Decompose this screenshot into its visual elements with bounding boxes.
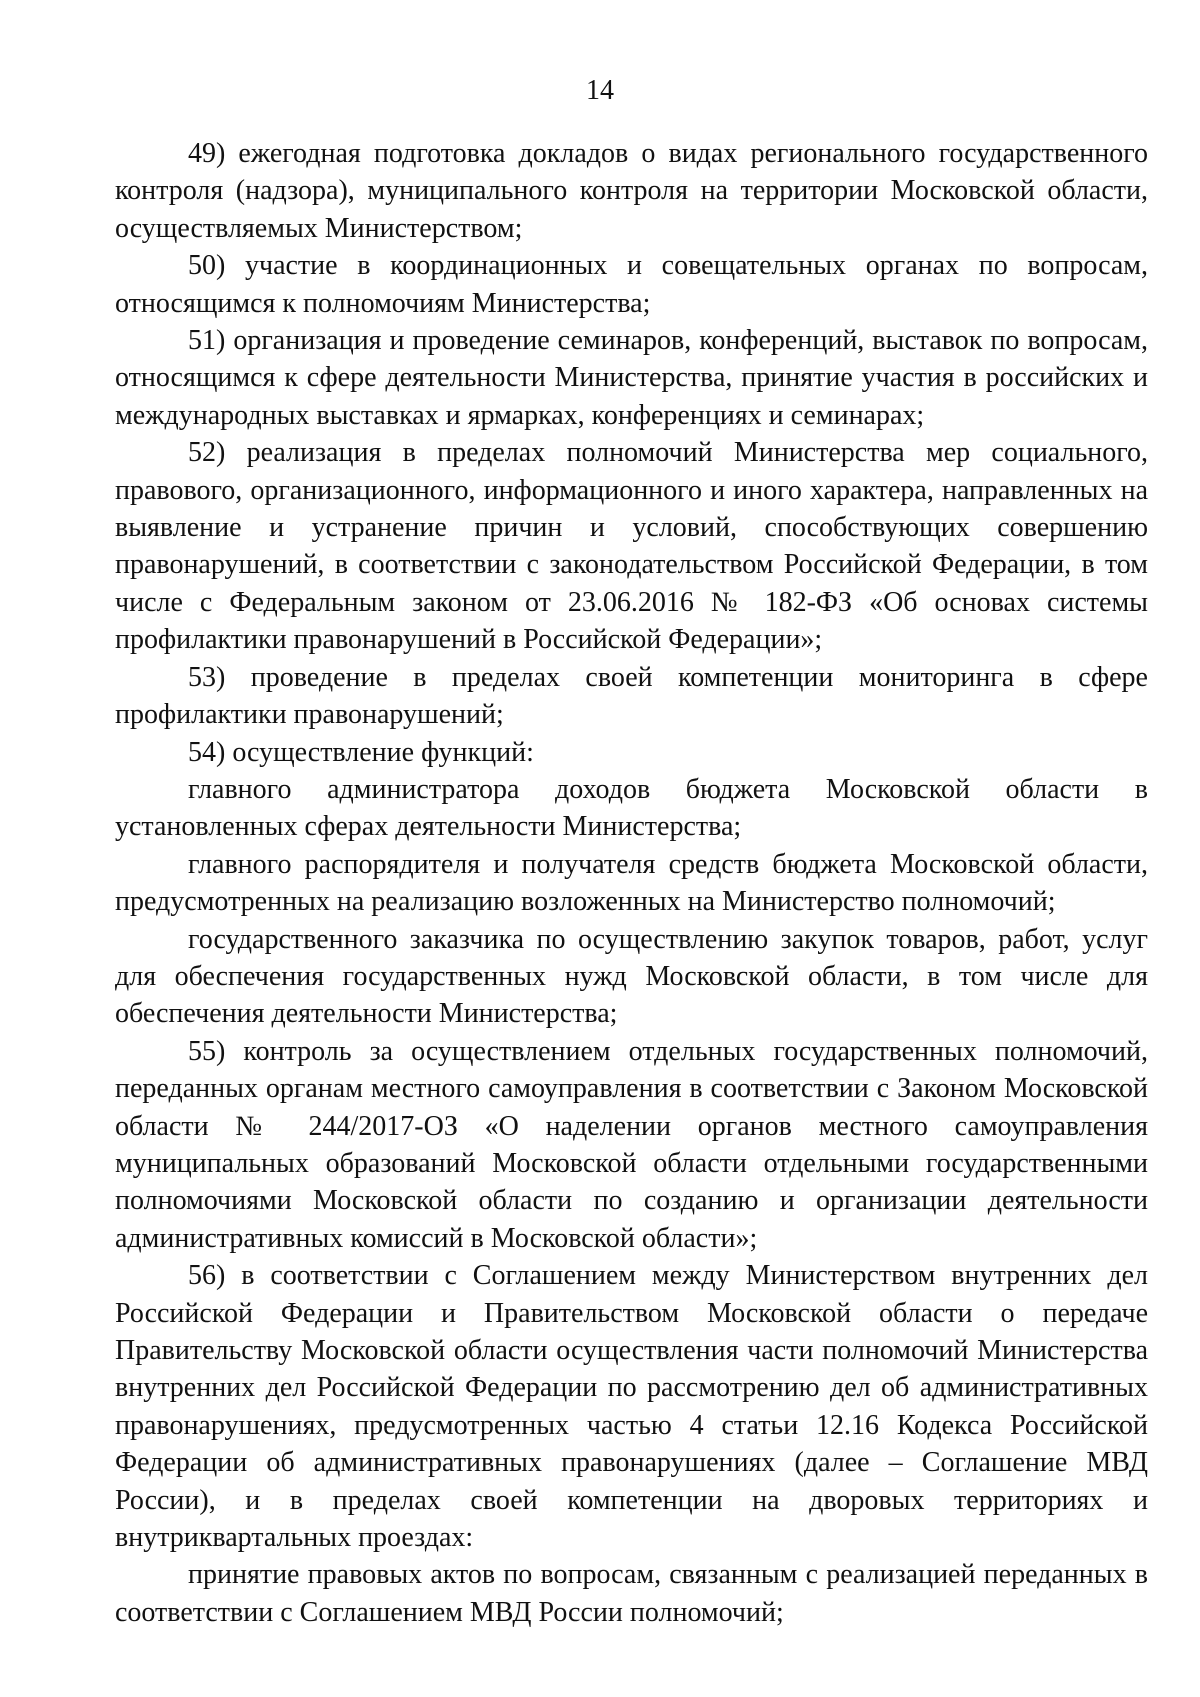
paragraph-54-item-distributor: главного распорядителя и получателя средств бюджета Московской области, предусмотренных на реализацию возложенных на Министерство полномочий; — [115, 848, 1148, 918]
paragraph-52: 52) реализация в пределах полномочий Министерства мер социального, правового, организационного, информационного и иного характера, направленных на выявление и устранение причин и условий, способствующих совершению правонарушений, в соответствии с законодательством Российской Федерации, в том числе с Федеральным законом от 23.06.2016 № 182-ФЗ «Об основах системы профилактики правонарушений в Российской Федерации»; — [115, 437, 1148, 656]
page-number: 14 — [586, 75, 614, 106]
paragraph-56: 56) в соответствии с Соглашением между Министерством внутренних дел Российской Федерации и Правительством Московской области о передаче Правительству Московской области осуществления части полномочий Министерства внутренних дел Российской Федерации по рассмотрению дел об административных правонарушениях, предусмотренных частью 4 статьи 12.16 Кодекса Российской Федерации об административных правонарушениях (далее – Соглашение МВД России), и в пределах своей компетенции на дворовых территориях и внутриквартальных проездах: — [115, 1260, 1148, 1554]
paragraph-50: 50) участие в координационных и совещательных органах по вопросам, относящимся к полномочиям Министерства; — [115, 250, 1148, 319]
paragraph-49: 49) ежегодная подготовка докладов о видах регионального государственного контроля (надзора), муниципального контроля на территории Московской области, осуществляемых Министерством; — [115, 138, 1148, 244]
document-body — [115, 135, 1148, 1631]
paragraph-51: 51) организация и проведение семинаров, конференций, выставок по вопросам, относящимся к сфере деятельности Министерства, принятие участия в российских и международных выставках и ярмарках, конференциях и семинарах; — [115, 325, 1148, 431]
paragraph-54: 54) осуществление функций: — [188, 736, 534, 768]
paragraph-53: 53) проведение в пределах своей компетенции мониторинга в сфере профилактики правонарушений; — [115, 661, 1148, 731]
paragraph-54-item-customer: государственного заказчика по осуществлению закупок товаров, работ, услуг для обеспечения государственных нужд Московской области, в том числе для обеспечения деятельности Министерства; — [115, 923, 1148, 1030]
paragraph-54-item-admin: главного администратора доходов бюджета Московской области в установленных сферах деятельности Министерства; — [115, 773, 1148, 843]
paragraph-56-item-acts: принятие правовых актов по вопросам, связанным с реализацией переданных в соответствии с Соглашением МВД России полномочий; — [115, 1559, 1148, 1628]
paragraph-55: 55) контроль за осуществлением отдельных государственных полномочий, переданных органам местного самоуправления в соответствии с Законом Московской области № 244/2017-ОЗ «О наделении органов местного самоуправления муниципальных образований Московской области отдельными государственными полномочиями Московской области по созданию и организации деятельности административных комиссий в Московской области»; — [115, 1035, 1148, 1254]
